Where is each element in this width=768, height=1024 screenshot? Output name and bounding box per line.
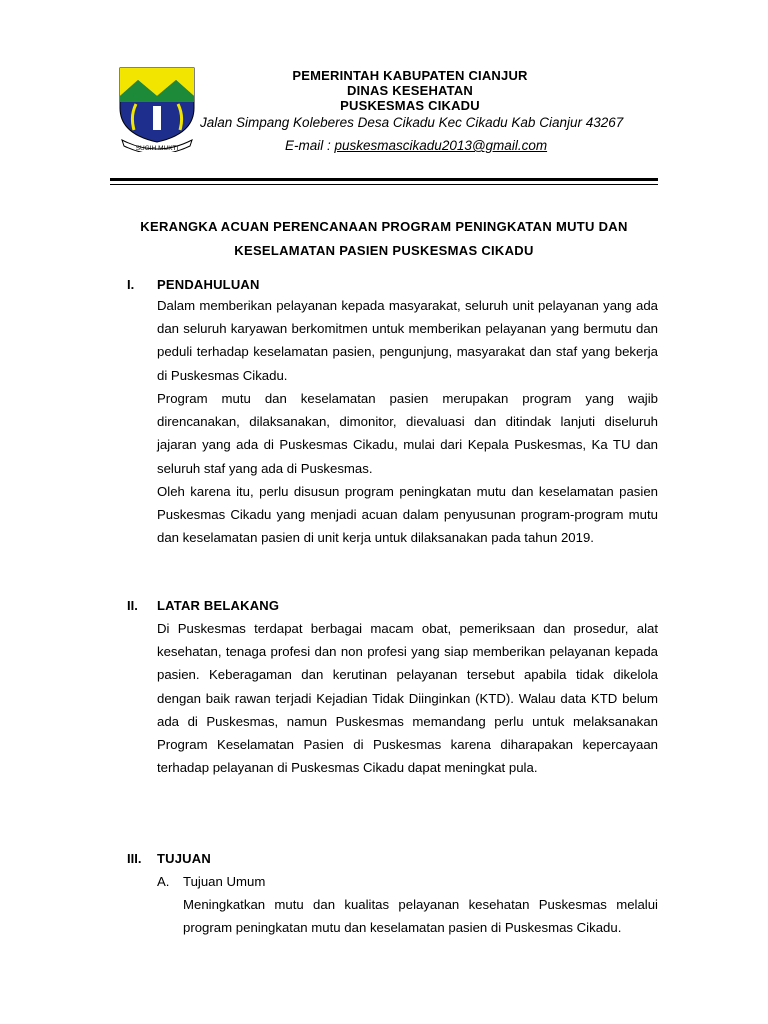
logo-motto: SUGIH MUKTI [135,145,179,152]
address: Jalan Simpang Koleberes Desa Cikadu Kec Cikadu Kab Cianjur 43267 [200,115,624,130]
doc-title-line2: KESELAMATAN PASIEN PUSKESMAS CIKADU [234,243,534,258]
dept-name: DINAS KESEHATAN [346,83,474,98]
subsection-a-title: Tujuan Umum [183,874,266,889]
subsection-a-text: Meningkatkan mutu dan kualitas pelayanan kesehatan Puskesmas melalui program peningkatan mutu dan keselamatan pasien di Puskesmas Cikadu. [183,897,658,936]
section-3-number: III. [127,851,142,866]
section-2-number: II. [127,598,138,613]
email-label: E-mail : [285,138,335,153]
section-1-para-3: Oleh karena itu, perlu disusun program peningkatan mutu dan keselamatan pasien Puskesmas Cikadu yang menjadi acuan dalam penyusunan program-program mutu dan keselamatan pasien di unit kerja untuk dilaksanakan pada tahun 2019. [157,484,658,546]
section-1-heading: PENDAHULUAN [157,277,260,292]
section-2-para-1: Di Puskesmas terdapat berbagai macam obat, pemeriksaan dan prosedur, alat kesehatan, tenaga profesi dan non profesi yang siap memberikan pelayanan kepada pasien. Keberagaman dan kerutinan pelayanan tersebut apabila tidak dikelola dengan baik rawan terjadi Kejadian Tidak Diinginkan (KTD). Walau data KTD belum ada di Puskesmas, namun Puskesmas memandang perlu untuk melaksanakan Program Keselamatan Pasien di Puskesmas karena diharapakan kepercayaan terhadap pelayanan di Puskesmas Cikadu dapat meningkat pula. [157,621,658,776]
puskesmas-name: PUSKESMAS CIKADU [340,98,480,113]
email-line [285,138,547,153]
section-3-heading: TUJUAN [157,851,211,866]
section-1-para-1: Dalam memberikan pelayanan kepada masyarakat, seluruh unit pelayanan yang ada dan seluruh karyawan berkomitmen untuk memberikan pelayanan yang bermutu dan peduli terhadap keselamatan pasien, pengunjung, masyarakat dan staf yang bekerja di Puskesmas Cikadu. [157,298,658,383]
doc-title-line1: KERANGKA ACUAN PERENCANAAN PROGRAM PENINGKATAN MUTU DAN [140,219,628,234]
header-rule-thin [110,184,658,185]
email-link[interactable]: puskesmascikadu2013@gmail.com [334,138,548,153]
section-1-para-2: Program mutu dan keselamatan pasien merupakan program yang wajib direncanakan, dilaksanakan, dimonitor, dievaluasi dan ditindak lanjuti diseluruh jajaran yang ada di Puskesmas Cikadu, mulai dari Kepala Puskesmas, Ka TU dan seluruh staf yang ada di Puskesmas. [157,391,658,476]
cianjur-logo [116,66,198,152]
header-rule-thick [110,178,658,181]
gov-name: PEMERINTAH KABUPATEN CIANJUR [292,68,528,83]
subsection-a-letter: A. [157,874,170,889]
section-2-heading: LATAR BELAKANG [157,598,280,613]
section-1-number: I. [127,277,135,292]
